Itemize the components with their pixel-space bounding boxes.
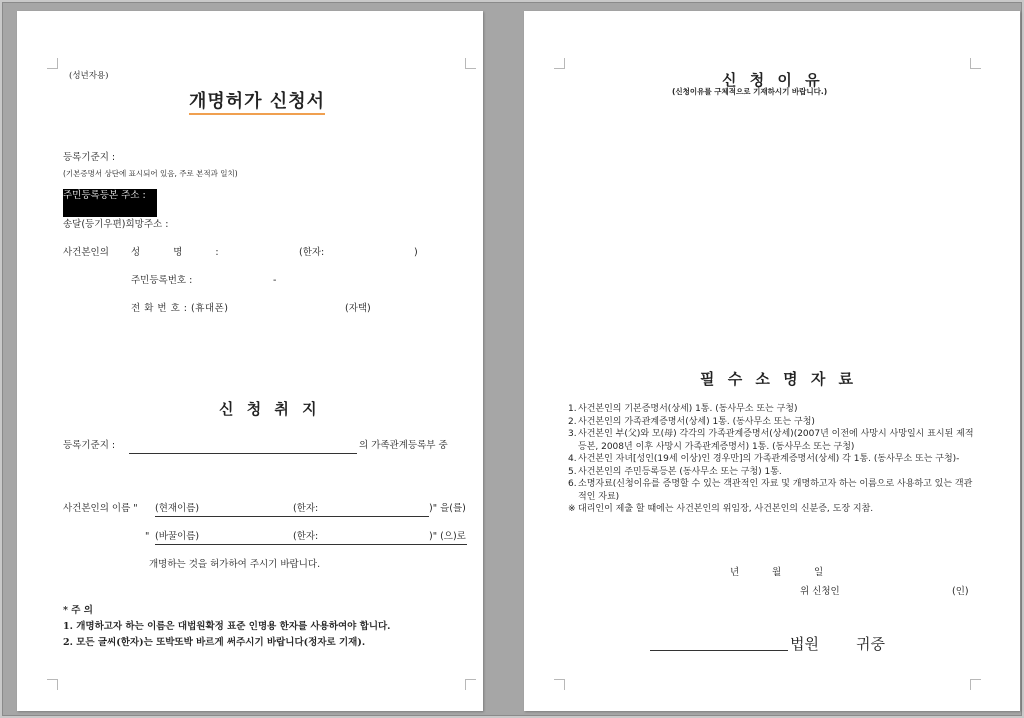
list-item — [568, 478, 974, 503]
reason-heading: 신 청 이 유 — [722, 71, 824, 89]
redacted-block — [63, 189, 157, 217]
seal-mark: (인) — [952, 586, 969, 597]
rrn-label: 주민등록번호 : — [131, 275, 193, 286]
required-docs-list — [568, 403, 974, 516]
name-prefix: 사건본인의 이름 " — [63, 503, 138, 514]
list-item-number: 6. — [568, 479, 577, 489]
page-1 — [17, 11, 483, 711]
list-item — [568, 403, 974, 416]
resident-address-label: 주민등록등본 주소 : — [63, 190, 146, 201]
date-month: 월 — [772, 567, 782, 578]
notes-title: * 주 의 — [63, 605, 93, 616]
reason-note: (신청이유를 구체적으로 기재하시기 바랍니다.) — [672, 87, 828, 96]
list-item-text: 사건본인의 기본증명서(상세) 1통. (동사무소 또는 구청) — [578, 404, 798, 414]
crop-mark — [554, 58, 565, 69]
date-year: 년 — [730, 567, 740, 578]
reg-base-note: (기본증명서 상단에 표시되어 있음, 주로 본적과 일치) — [63, 169, 238, 178]
crop-mark — [970, 58, 981, 69]
list-item — [568, 428, 974, 453]
crop-mark — [465, 58, 476, 69]
home-phone-label: (자택) — [345, 303, 371, 314]
document-viewer — [2, 2, 1022, 716]
list-item-number: ※ — [568, 504, 576, 514]
list-item-text: 사건본인 부(父)와 모(母) 각각의 가족관계증명서(상세)(2007년 이전에 사망시 사망일시 표시된 제적등본, 2008년 이후 사망시 가족관계증명서) 1통. (동사무소 또는 구청) — [578, 429, 974, 452]
title-underline — [189, 113, 325, 115]
page-2 — [524, 11, 1020, 711]
applicant-label: 사건본인의 — [63, 247, 109, 258]
rrn-dash: - — [273, 275, 277, 286]
list-item-number: 5. — [568, 466, 577, 477]
phone-label: 전 화 번 호 : (휴대폰) — [131, 303, 229, 314]
list-item-text: 대리인이 제출 할 때에는 사건본인의 위임장, 사건본인의 신분증, 도장 지참. — [578, 504, 874, 514]
list-item-number: 1. — [568, 404, 577, 414]
new-name-placeholder: (바꿀이름) — [155, 531, 200, 542]
delivery-address-label: 송달(등기우편)희망주소 : — [63, 219, 169, 230]
request-sentence: 개명하는 것을 허가하여 주시기 바랍니다. — [149, 559, 321, 570]
list-item-number: 4. — [568, 454, 577, 464]
list-item — [568, 453, 974, 466]
list-item-text: 소명자료(신청이유를 증명할 수 있는 객관적인 자료 및 개명하고자 하는 이름으로 사용하고 있는 객관적인 자료) — [578, 479, 973, 502]
crop-mark — [465, 679, 476, 690]
list-item — [568, 503, 974, 516]
current-hanja-label: (한자: — [293, 503, 319, 514]
list-item-number: 2. — [568, 416, 577, 427]
form-type: (성년자용) — [69, 71, 109, 81]
crop-mark — [970, 679, 981, 690]
purpose-reg-label: 등록기준지 : — [63, 440, 116, 451]
list-item-number: 3. — [568, 429, 577, 439]
purpose-reg-suffix: 의 가족관계등록부 중 — [359, 440, 448, 451]
current-name-line — [155, 516, 429, 517]
name-hanja-label: (한자: — [299, 247, 325, 258]
list-item-text: 사건본인의 가족관계증명서(상세) 1통. (동사무소 또는 구청) — [578, 416, 815, 427]
page-title-text: 개명허가 신청서 — [189, 91, 325, 112]
respect-label: 귀중 — [856, 635, 885, 653]
name-hanja-close: ) — [414, 247, 418, 258]
list-item-text: 사건본인의 주민등록등본 (동사무소 또는 구청) 1통. — [578, 466, 782, 477]
new-name-line — [155, 544, 467, 545]
current-name-suffix: )" 을(를) — [429, 503, 466, 514]
new-name-prefix: " — [145, 531, 150, 542]
crop-mark — [47, 679, 58, 690]
applicant-sign-label: 위 신청인 — [800, 586, 840, 597]
court-fill-line — [650, 650, 788, 651]
list-item — [568, 466, 974, 479]
crop-mark — [47, 58, 58, 69]
current-name-placeholder: (현재이름) — [155, 503, 200, 514]
court-label: 법원 — [790, 635, 819, 653]
crop-mark — [554, 679, 565, 690]
list-item — [568, 416, 974, 429]
name-label: 성 명 : — [131, 247, 219, 258]
reg-base-label: 등록기준지 : — [63, 152, 116, 163]
new-hanja-label: (한자: — [293, 531, 319, 542]
docs-heading: 필 수 소 명 자 료 — [700, 370, 858, 388]
note-item: 1. 개명하고자 하는 이름은 대법원확정 표준 인명용 한자를 사용하여야 합니다. — [63, 621, 391, 632]
new-name-suffix: )" (으)로 — [429, 531, 466, 542]
purpose-heading: 신 청 취 지 — [219, 400, 321, 418]
note-item: 2. 모든 글씨(한자)는 또박또박 바르게 써주시기 바랍니다(정자로 기재). — [63, 637, 366, 648]
page-title — [189, 87, 325, 113]
date-day: 일 — [814, 567, 824, 578]
reg-base-fill-line — [129, 453, 357, 454]
list-item-text: 사건본인 자녀[성인(19세 이상)인 경우만]의 가족관계증명서(상세) 각 1통. (동사무소 또는 구청)- — [578, 454, 960, 464]
